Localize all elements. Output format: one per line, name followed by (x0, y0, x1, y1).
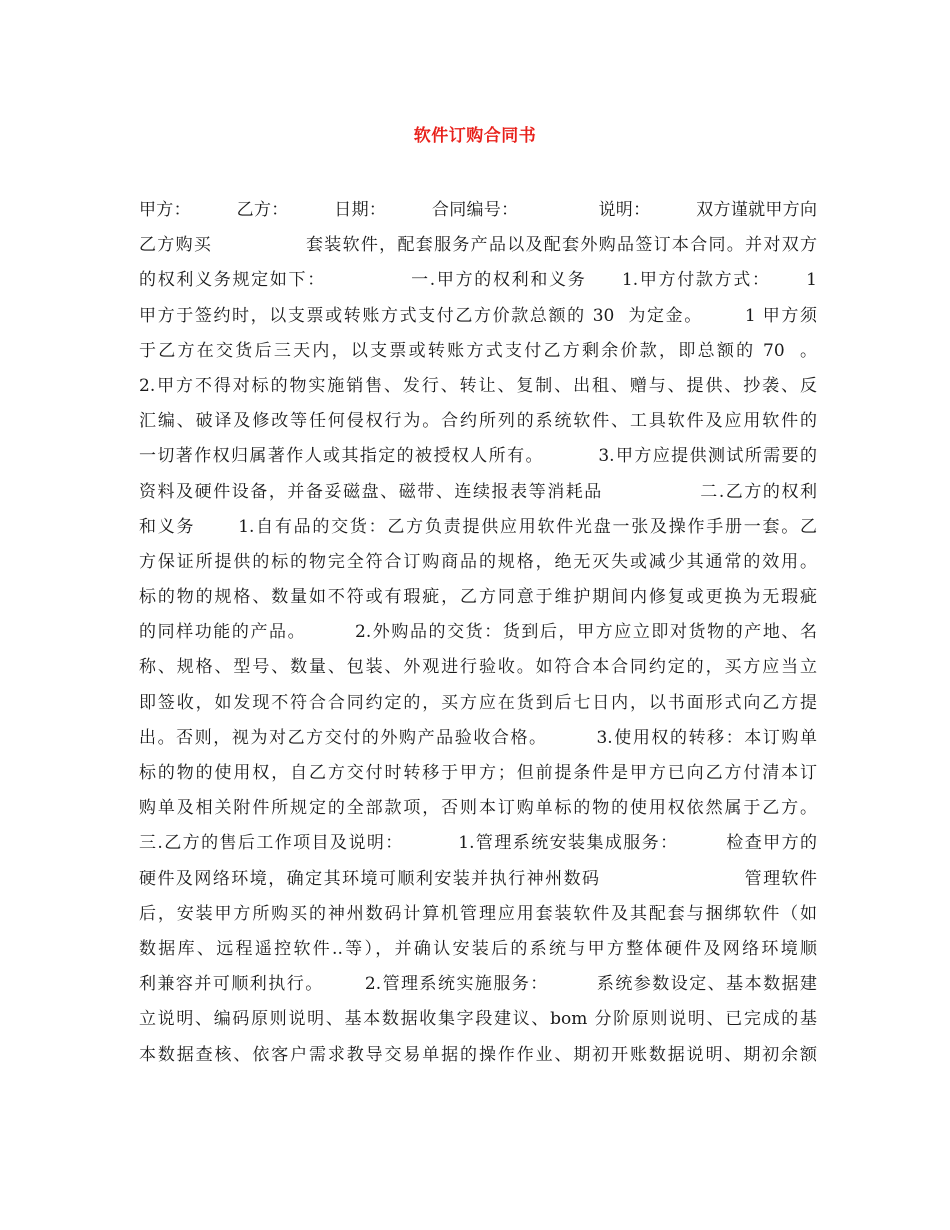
body-line: 的权利义务规定如下： 一.甲方的权利和义务 1.甲方付款方式： 1 (139, 270, 817, 291)
body-line: 后，安装甲方所购买的神州数码计算机管理应用套装软件及其配套与捆绑软件（如 (139, 903, 817, 924)
body-line: 甲方： 乙方： 日期： 合同编号： 说明： 双方谨就甲方向 (139, 200, 817, 220)
body-line: 2.甲方不得对标的物实施销售、发行、转让、复制、出租、赠与、提供、抄袭、反 (139, 375, 817, 396)
body-line: 即签收，如发现不符合合同约定的，买方应在货到后七日内，以书面形式向乙方提 (139, 692, 817, 713)
document-title: 软件订购合同书 (413, 126, 537, 146)
body-line: 称、规格、型号、数量、包装、外观进行验收。如符合本合同约定的，买方应当立 (139, 657, 817, 678)
body-line: 数据库、远程遥控软件..等），并确认安装后的系统与甲方整体硬件及网络环境顺 (139, 938, 817, 959)
body-line: 利兼容并可顺利执行。 2.管理系统实施服务： 系统参数设定、基本数据建 (139, 974, 817, 995)
body-line: 一切著作权归属著作人或其指定的被授权人所有。 3.甲方应提供测试所需要的 (139, 446, 817, 467)
body-line: 的同样功能的产品。 2.外购品的交货：货到后，甲方应立即对货物的产地、名 (139, 622, 817, 643)
body-line: 硬件及网络环境，确定其环境可顺利安装并执行神州数码 管理软件 (139, 868, 817, 889)
body-line: 购单及相关附件所规定的全部款项，否则本订购单标的物的使用权依然属于乙方。 (139, 798, 817, 819)
body-line: 汇编、破译及修改等任何侵权行为。合约所列的系统软件、工具软件及应用软件的 (139, 411, 817, 432)
body-line: 三.乙方的售后工作项目及说明： 1.管理系统安装集成服务： 检查甲方的 (139, 833, 817, 854)
body-line: 标的物的使用权，自乙方交付时转移于甲方；但前提条件是甲方已向乙方付清本订 (139, 763, 817, 783)
body-line: 出。否则，视为对乙方交付的外购产品验收合格。 3.使用权的转移：本订购单 (139, 727, 817, 748)
body-line: 立说明、编码原则说明、基本数据收集字段建议、bom 分阶原则说明、已完成的基 (139, 1009, 817, 1030)
body-line: 标的物的规格、数量如不符或有瑕疵，乙方同意于维护期间内修复或更换为无瑕疵 (139, 587, 817, 608)
body-line: 方保证所提供的标的物完全符合订购商品的规格，绝无灭失或减少其通常的效用。 (139, 551, 817, 572)
body-line: 资料及硬件设备，并备妥磁盘、磁带、连续报表等消耗品 二.乙方的权利 (139, 481, 817, 502)
body-line: 甲方于签约时，以支票或转账方式支付乙方价款总额的 30 为定金。 1 甲方须 (139, 305, 817, 326)
body-line: 乙方购买 套装软件，配套服务产品以及配套外购品签订本合同。并对双方 (139, 235, 817, 256)
body-line: 于乙方在交货后三天内，以支票或转账方式支付乙方剩余价款，即总额的 70 。 (139, 340, 817, 361)
contract-body (139, 193, 817, 1073)
body-line: 本数据查核、依客户需求教导交易单据的操作作业、期初开账数据说明、期初余额 (139, 1044, 817, 1065)
body-line: 和义务 1.自有品的交货：乙方负责提供应用软件光盘一张及操作手册一套。乙 (139, 516, 817, 537)
